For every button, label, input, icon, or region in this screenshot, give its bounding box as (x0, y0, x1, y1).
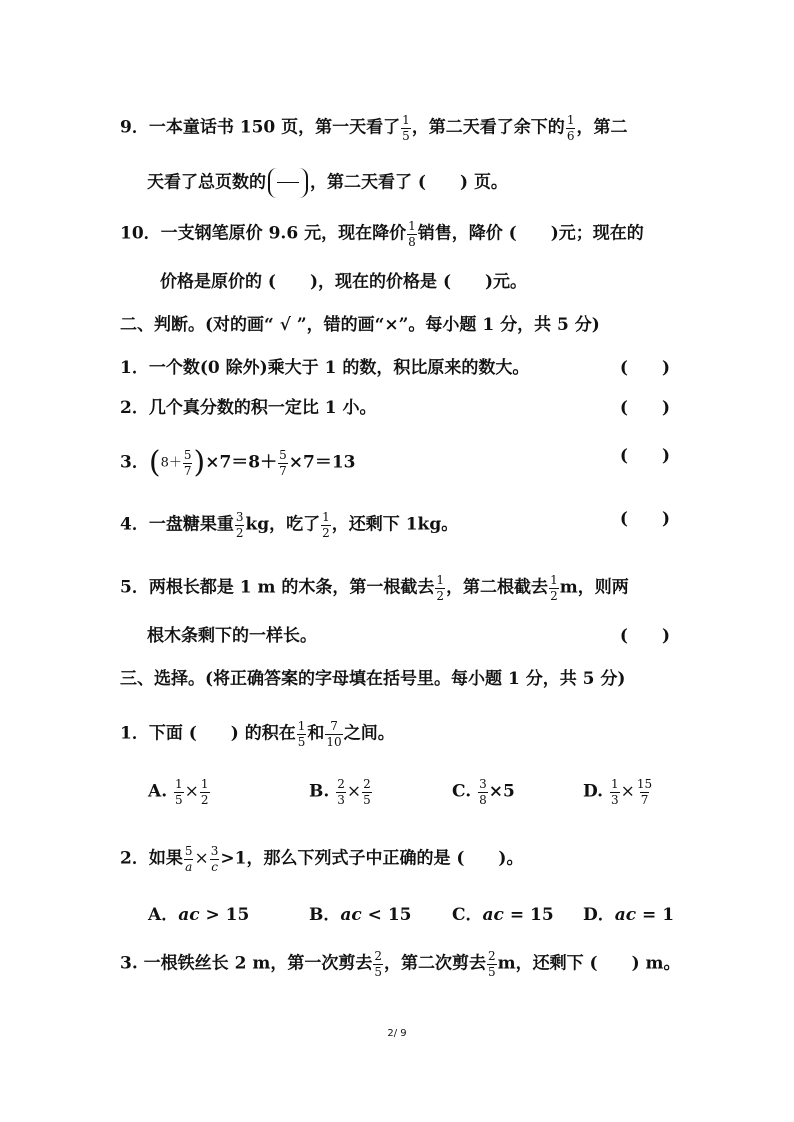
q10-text: 元。 (493, 272, 528, 292)
answer-blank[interactable]: ( ) (589, 953, 640, 974)
item-text: ×7＝13 (288, 452, 356, 473)
item-text: 几个真分数的积一定比 1 小。 (148, 398, 377, 418)
operator: ×5 (488, 781, 515, 802)
fraction (321, 511, 331, 539)
judge-item-4 (120, 511, 794, 539)
numerator: 7 (330, 719, 338, 733)
numerator: 3 (479, 777, 487, 791)
item-number: 1． (120, 723, 149, 744)
denominator: 5 (402, 128, 410, 143)
item-text: 一根铁丝长 2 m，第一次剪去 (143, 953, 373, 974)
q9-text: 天看了总页数的 (147, 172, 266, 193)
denominator: 5 (374, 964, 382, 979)
denominator: 2 (322, 525, 330, 540)
fraction (210, 845, 220, 873)
option-expr: ac (614, 905, 637, 925)
fraction (297, 720, 307, 748)
fraction (549, 574, 559, 602)
q10-line-1 (120, 220, 794, 248)
numerator: 5 (183, 447, 192, 462)
item-number: 3. (120, 953, 138, 974)
item-text: 之间。 (343, 723, 395, 744)
operator: × (620, 781, 635, 802)
numerator: 3 (235, 510, 244, 524)
option-d[interactable] (583, 900, 674, 925)
q9-text: ，第二天看了余下的 (411, 117, 565, 138)
denominator: 5 (487, 964, 496, 979)
option-label: C. (452, 781, 472, 802)
page-number: 2/ 9 (387, 1028, 407, 1039)
fraction (200, 778, 210, 806)
section2-heading (120, 317, 794, 334)
numerator: 2 (363, 777, 371, 791)
paren-open: ( (148, 445, 161, 480)
item-text: ×7＝8＋ (205, 452, 278, 473)
item-text: 8＋ (160, 455, 182, 471)
option-relation: = 1 (636, 905, 675, 925)
option-c[interactable] (452, 900, 554, 925)
option-expr: ac (482, 905, 504, 925)
operator: × (184, 781, 199, 802)
item-number: 4． (120, 514, 149, 535)
numerator: 1 (408, 219, 416, 233)
q9-number: 9． (120, 117, 149, 138)
denominator: 2 (436, 588, 445, 603)
numerator: 1 (297, 719, 306, 733)
fraction (336, 778, 346, 806)
numerator: 1 (550, 573, 558, 587)
operator: × (194, 848, 209, 869)
item-number: 2． (120, 398, 149, 418)
item-text: 。 (506, 848, 524, 869)
option-label: A． (148, 905, 179, 925)
q10-number: 10． (120, 223, 161, 244)
choice-q2 (120, 845, 794, 873)
numerator: 5 (184, 844, 193, 858)
q10-text: 价格是原价的 (160, 272, 262, 292)
fraction (435, 574, 445, 602)
numerator: 1 (200, 777, 209, 791)
answer-blank[interactable]: ( ) (619, 509, 670, 529)
option-a[interactable] (148, 900, 249, 925)
item-text: 一盘糖果重 (148, 514, 234, 535)
answer-blank[interactable]: ( ) (508, 223, 559, 244)
denominator: 10 (326, 734, 342, 749)
item-number: 1． (120, 358, 149, 378)
denominator: 6 (566, 128, 575, 143)
numerator: 2 (374, 949, 382, 963)
answer-blank[interactable]: ( ) (619, 446, 670, 466)
fraction-answer-blank[interactable] (268, 168, 308, 198)
option-b[interactable] (309, 778, 373, 806)
item-text: ，还剩下 1kg。 (331, 514, 459, 535)
answer-blank[interactable]: ( ) (619, 398, 670, 418)
option-label: D． (583, 905, 615, 925)
denominator: 3 (337, 792, 345, 807)
option-relation: < 15 (361, 905, 412, 925)
fraction (610, 778, 620, 806)
answer-blank[interactable]: ( ) (619, 626, 670, 646)
answer-blank[interactable]: ( ) (188, 723, 239, 744)
fraction (278, 449, 288, 477)
item-text: >1，那么下列式子中正确的是 (220, 848, 451, 869)
option-relation: > 15 (199, 905, 250, 925)
denominator: 7 (640, 792, 649, 807)
option-expr: ac (340, 905, 362, 925)
option-d[interactable] (583, 778, 654, 806)
fraction (636, 778, 653, 806)
answer-blank[interactable]: ( ) (417, 172, 469, 193)
item-text: kg，吃了 (245, 514, 321, 535)
option-label: D. (583, 781, 604, 802)
fraction (407, 220, 417, 248)
fraction (566, 114, 576, 142)
judge-item-5-line-2 (147, 628, 794, 645)
item-text: m，还剩下 (497, 953, 584, 974)
denominator: 3 (610, 792, 619, 807)
numerator: 15 (636, 777, 653, 791)
judge-item-2 (120, 400, 794, 417)
q9-text: ，第二天看了 (310, 172, 412, 193)
item-number: 5． (120, 577, 149, 598)
fraction (401, 114, 411, 142)
numerator: 1 (436, 573, 445, 587)
denominator: 2 (235, 525, 244, 540)
item-text: 如果 (148, 848, 183, 869)
q9-line-1 (120, 114, 794, 142)
denominator: 8 (408, 234, 416, 249)
answer-blank[interactable]: ( ) (267, 272, 319, 292)
numerator: 1 (175, 777, 183, 791)
item-text: 的积在 (244, 723, 296, 744)
option-c[interactable] (452, 778, 515, 806)
section3-heading (120, 671, 794, 688)
item-text: ，第二次剪去 (383, 953, 486, 974)
denominator: 5 (175, 792, 183, 807)
option-label: C． (452, 905, 483, 925)
numerator: 3 (210, 844, 219, 858)
item-text: m，则两 (559, 577, 629, 598)
q10-line-2 (160, 274, 794, 291)
numerator: 1 (402, 113, 410, 127)
fraction (184, 845, 194, 873)
numerator: 1 (322, 510, 330, 524)
numerator: 2 (487, 949, 496, 963)
operator: × (346, 781, 362, 802)
q10-text: 一支钢笔原价 9.6 元，现在降价 (160, 223, 407, 244)
paren-close: ) (193, 445, 206, 480)
item-text: 下面 (148, 723, 183, 744)
q10-text: ，现在的价格是 (318, 272, 438, 292)
option-label: A. (148, 781, 168, 802)
item-text: ，第二根截去 (446, 577, 549, 598)
option-label: B. (309, 781, 330, 802)
section-heading: 三、选择。(将正确答案的字母填在括号里。每小题 1 分，共 5 分) (120, 669, 626, 689)
denominator: 8 (479, 792, 487, 807)
item-text: 一个数(0 除外)乘大于 1 的数，积比原来的数大。 (148, 358, 530, 378)
fraction (478, 778, 488, 806)
fraction (174, 778, 184, 806)
fraction (235, 511, 245, 539)
answer-blank[interactable]: ( ) (456, 848, 507, 869)
q10-text: 销售，降价 (417, 223, 503, 244)
choice-q3 (120, 950, 794, 978)
option-label: B． (309, 905, 341, 925)
judge-item-1 (120, 360, 794, 377)
judge-item-5 (120, 574, 794, 602)
item-text: m。 (645, 953, 681, 974)
q9-text: ，第二 (576, 117, 628, 138)
fraction (487, 950, 497, 978)
q9-line-2 (147, 168, 794, 198)
section-heading: 二、判断。(对的画“ √ ”，错的画“×”。每小题 1 分，共 5 分) (120, 315, 600, 335)
item-number: 2． (120, 848, 149, 869)
option-a[interactable] (148, 778, 211, 806)
denominator: 7 (279, 463, 287, 478)
fraction (362, 778, 372, 806)
q9-text: 页。 (473, 172, 508, 193)
denominator: 5 (297, 734, 306, 749)
item-text: 两根长都是 1 m 的木条，第一根截去 (148, 577, 435, 598)
option-b[interactable] (309, 900, 412, 925)
option-relation: = 15 (503, 905, 554, 925)
fraction (183, 449, 193, 477)
fraction (325, 720, 342, 748)
q9-text: 一本童话书 150 页，第一天看了 (148, 117, 401, 138)
option-expr: ac (178, 905, 200, 925)
denominator: c (211, 859, 218, 874)
numerator: 1 (566, 113, 575, 127)
q10-text: 元；现在的 (558, 223, 644, 244)
denominator: 2 (200, 792, 209, 807)
judge-item-3 (120, 445, 794, 480)
item-number: 3． (120, 452, 149, 473)
numerator: 5 (279, 447, 287, 462)
denominator: a (185, 859, 193, 874)
item-text: 和 (307, 723, 325, 744)
numerator: 1 (610, 777, 619, 791)
answer-blank[interactable]: ( ) (442, 272, 494, 292)
denominator: 5 (363, 792, 371, 807)
numerator: 2 (337, 777, 345, 791)
denominator: 2 (550, 588, 558, 603)
answer-blank[interactable]: ( ) (619, 358, 670, 378)
denominator: 7 (183, 463, 192, 478)
fraction (373, 950, 383, 978)
choice-q1 (120, 720, 794, 748)
item-text: 根木条剩下的一样长。 (147, 626, 317, 646)
